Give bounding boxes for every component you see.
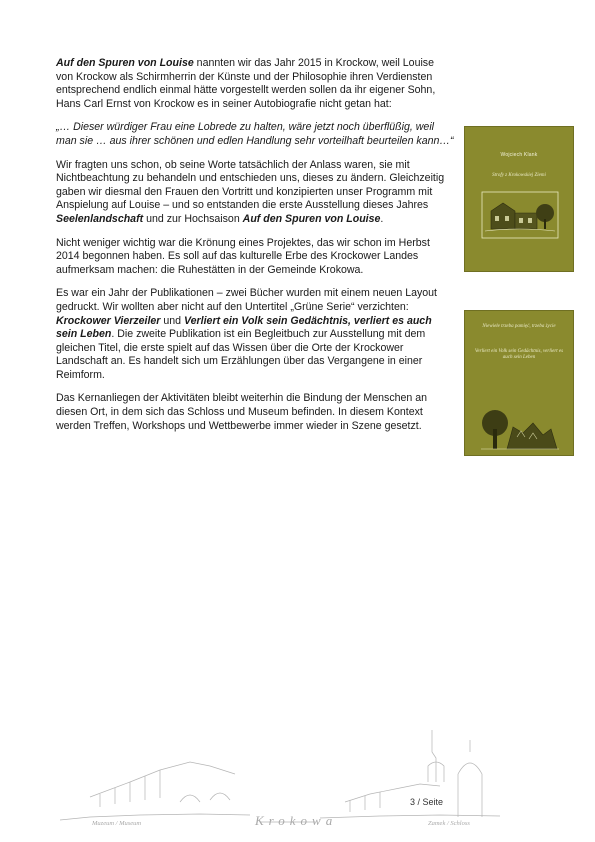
manor-drawing-icon — [479, 189, 561, 241]
paragraph-text: nannten wir das Jahr 2015 in Krockow, weil Louise von Krockow als Schirmherrin der Künste und der Philosophie ihren Verdiensten entsprechend endlich einmal hätte vorgestellt werden sollen da ihr eigener Sohn, Hans Carl Ernst von Krockow es in seiner Autobiografie nicht getan hat: — [56, 57, 436, 110]
paragraph-project: Nicht weniger wichtig war die Krönung eines Projektes, das wir schon im Herbst 2014 begonnen haben. Es soll auf das kulturelle Erbe des Krockower Landes aufmerksam machen: die Ruhestätten in der Gemeinde Krokowa. — [56, 236, 430, 276]
quote: „… Dieser würdiger Frau eine Lobrede zu halten, wäre jetzt noch überflüßig, weil man sie … aus ihrer schönen und edlen Handlung sehr vorteilhaft beurteilen kann…“ — [56, 121, 454, 147]
paragraph-text: Wir fragten uns schon, ob seine Worte tatsächlich der Anlass waren, sie mit Nichtbeachtung zu behandeln und entschieden uns, dieses zu ändern. Gleichzeitig gaben wir diesmal den Frauen den Vortritt und konzipierten unser Programm mit Anspielung auf Louise – und so entstanden die erste Ausstellung dieses Jahres — [56, 158, 445, 212]
book-cover-gedaechtnis — [464, 310, 574, 456]
emphasis-title: Auf den Spuren von Louise — [56, 57, 194, 69]
cover-subtitle: Verliert ein Volk sein Gedächtnis, verliert es auch sein Leben — [474, 349, 564, 360]
book-cover-vierzeiler — [464, 126, 574, 272]
footer-label-museum: Muzeum / Museum — [92, 820, 142, 827]
emphasis-book-2: Verliert ein Volk sein Gedächtnis, verliert es auch sein Leben — [56, 314, 432, 341]
paragraph-text: und zur Hochsaison — [143, 212, 243, 225]
tree-drawing-icon — [477, 393, 563, 453]
paragraph-exhibitions — [56, 159, 454, 227]
page-number: 3 / Seite — [410, 797, 444, 807]
paragraph-publications — [56, 287, 454, 382]
footer-label-schloss: Zamek / Schloss — [428, 820, 470, 827]
paragraph-text: . — [380, 212, 384, 225]
emphasis-book-1: Krockower Vierzeiler — [56, 314, 161, 327]
cover-author: Wojciech Klank — [500, 152, 538, 158]
paragraph-intro — [56, 57, 454, 111]
paragraph-text: . Die zweite Publikation ist ein Begleitbuch zur Ausstellung mit dem gleichen Titel, die erste spielt auf das Wissen über die Orte der Krockower Landschaft an. Es handelt sich um Erzählungen über das Vergangene in einer Reimform. — [56, 328, 426, 381]
paragraph-text: und — [160, 314, 184, 327]
cover-title: Strofy z Krokowskiej Ziemi — [492, 173, 546, 178]
emphasis-exhibition-2: Auf den Spuren von Louise — [242, 212, 381, 225]
paragraph-closing: Das Kernanliegen der Aktivitäten bleibt weiterhin die Bindung der Menschen an diesen Ort, in dem sich das Schloss und Museum befinden. In diesem Kontext werden Treffen, Workshops und Wettbewerbe immer wieder in Szene gesetzt. — [56, 392, 428, 432]
paragraph-text: Es war ein Jahr der Publikationen – zwei Bücher wurden mit einem neuen Layout gedruckt. Wir wollten aber nicht auf den Untertitel „Grüne Serie“ verzichten: — [56, 287, 437, 313]
cover-title-top: Niewiele trzeba pamięć, trzeba życie — [482, 324, 556, 329]
main-text — [56, 57, 454, 443]
emphasis-exhibition-1: Seelenlandschaft — [56, 212, 144, 225]
footer-label-krokowa: Krokowa — [255, 813, 338, 828]
